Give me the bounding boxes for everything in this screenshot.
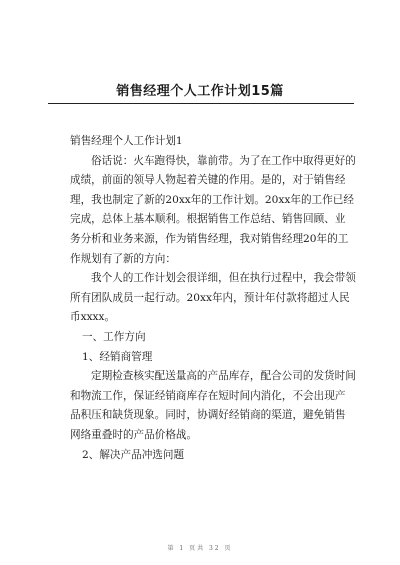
- document-title: 销售经理个人工作计划15篇: [116, 84, 284, 99]
- heading-product-conflict: 2、解决产品冲选问题: [82, 448, 185, 461]
- document-body: [70, 132, 356, 465]
- paragraph-1: 俗话说：火车跑得快，靠前带。为了在工作中取得更好的成绩，前面的领导人物起着关键的作用。是的，对于销售经理，我也制定了新的20xx年的工作计划。20xx年的工作已经完成，总体上基本顺利。根据销售工作总结、销售回顾、业务分析和业务来源，作为销售经理，我对销售经理20年的工作规划有了新的方向：: [70, 154, 356, 265]
- page-footer: 第 1 页共 32 页: [167, 545, 233, 552]
- paragraph-3: 定期检查核实配送量高的产品库存，配合公司的发货时间和物流工作，保证经销商库存在短时间内消化，不会出现产品积压和缺货现象。同时，协调好经销商的渠道，避免销售网络重叠时的产品价格战。: [70, 370, 356, 441]
- section-title: 销售经理个人工作计划1: [70, 135, 183, 147]
- heading-work-direction: 一、工作方向: [82, 330, 146, 343]
- title-divider: [48, 103, 354, 104]
- heading-dealer-management: 1、经销商管理: [82, 350, 153, 363]
- paragraph-2: 我个人的工作计划会很详细，但在执行过程中，我会带领所有团队成员一起行动。20xx年内，预计年付款将超过人民币xxxx。: [70, 272, 356, 324]
